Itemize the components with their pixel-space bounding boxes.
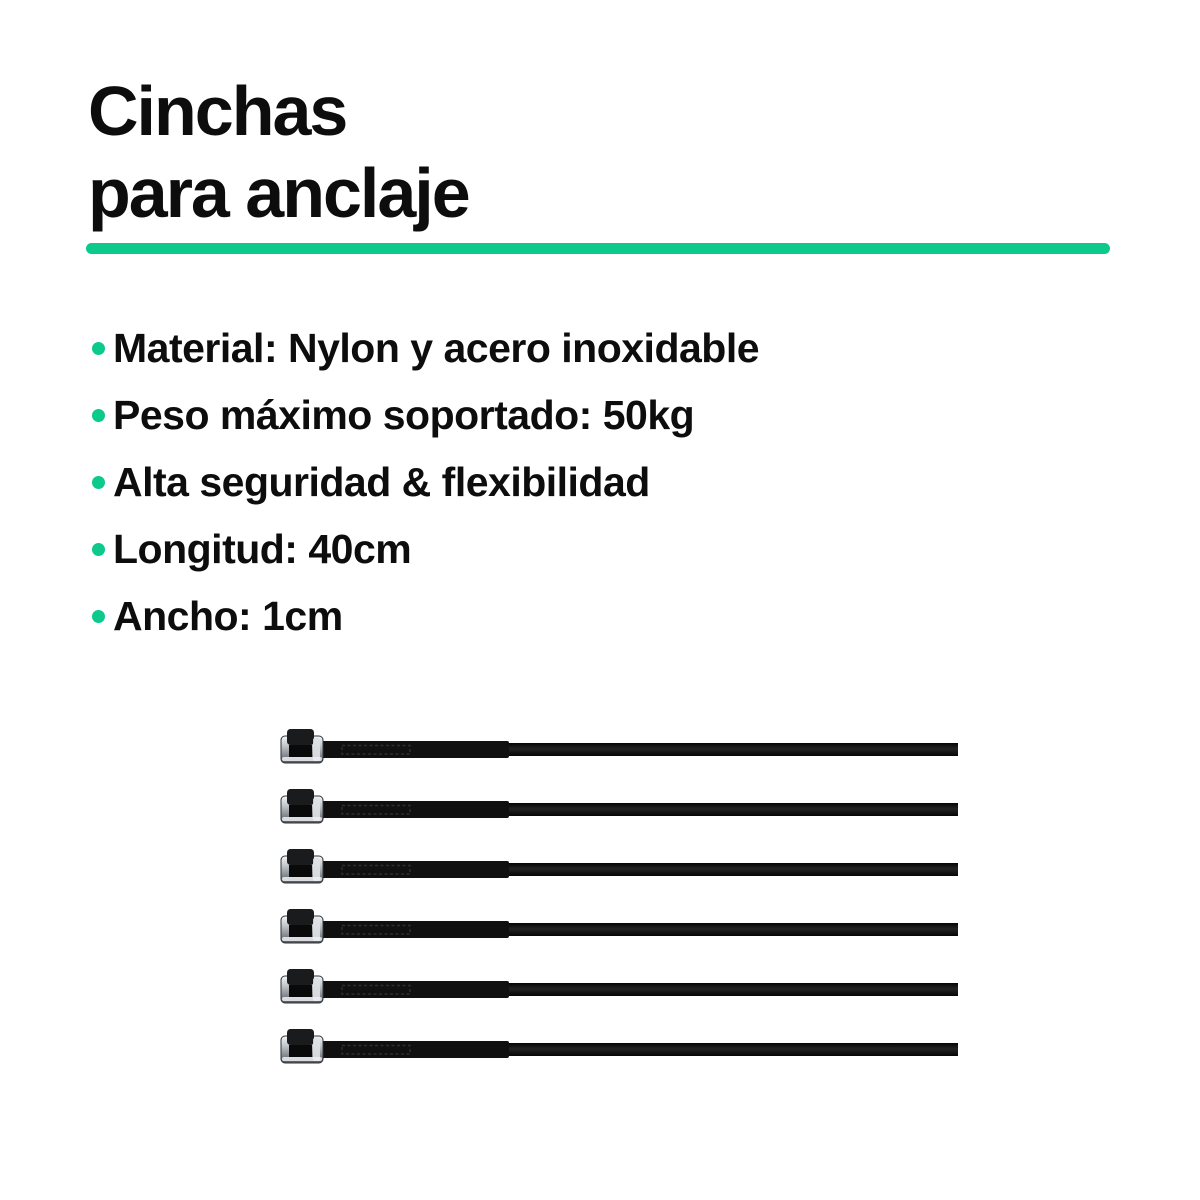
strap-image — [280, 968, 958, 1010]
strap-image — [280, 788, 958, 830]
tie-down-strap-graphic — [280, 1028, 958, 1070]
tie-down-strap-graphic — [280, 908, 958, 950]
tie-down-strap-graphic — [280, 848, 958, 890]
strap-image — [280, 1028, 958, 1070]
title-line-1: Cinchas — [88, 72, 347, 150]
cam-buckle-icon — [281, 1029, 323, 1063]
cam-buckle-icon — [281, 969, 323, 1003]
feature-item-max-weight: Peso máximo soportado: 50kg — [85, 391, 759, 439]
feature-item-material: Material: Nylon y acero inoxidable — [85, 324, 759, 372]
cam-buckle-icon — [281, 909, 323, 943]
strap-webbing — [310, 861, 958, 878]
tie-down-strap-graphic — [280, 968, 958, 1010]
strap-webbing — [310, 921, 958, 938]
feature-item-security: Alta seguridad & flexibilidad — [85, 458, 759, 506]
cam-buckle-icon — [281, 849, 323, 883]
product-photo-straps — [280, 728, 958, 1088]
cam-buckle-icon — [281, 729, 323, 763]
feature-list — [85, 324, 759, 659]
strap-webbing — [310, 741, 958, 758]
strap-webbing — [310, 981, 958, 998]
tie-down-strap-graphic — [280, 728, 958, 770]
feature-item-width: Ancho: 1cm — [85, 592, 759, 640]
strap-webbing — [310, 801, 958, 818]
strap-webbing — [310, 1041, 958, 1058]
strap-image — [280, 908, 958, 950]
accent-divider — [86, 243, 1110, 254]
tie-down-strap-graphic — [280, 788, 958, 830]
cam-buckle-icon — [281, 789, 323, 823]
strap-image — [280, 848, 958, 890]
feature-item-length: Longitud: 40cm — [85, 525, 759, 573]
page-title — [88, 70, 469, 234]
title-line-2: para anclaje — [88, 154, 469, 232]
strap-image — [280, 728, 958, 770]
